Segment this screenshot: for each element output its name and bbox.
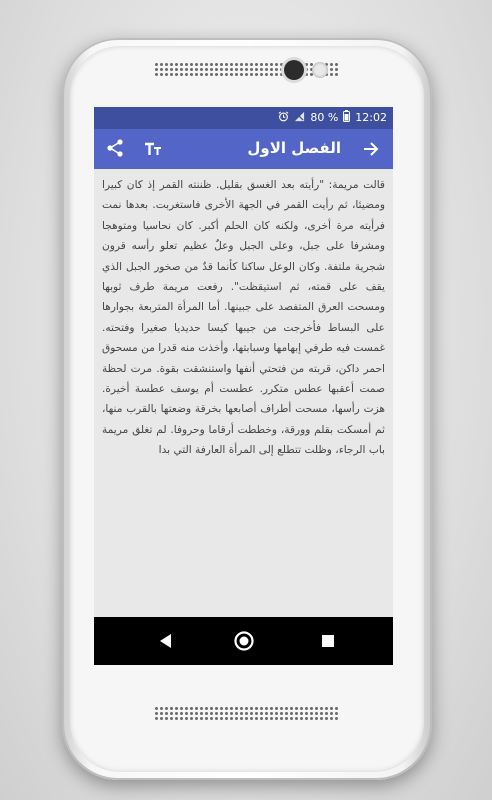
signal-off-icon: [294, 111, 305, 125]
back-triangle-icon[interactable]: [154, 629, 178, 653]
text-size-icon[interactable]: [142, 137, 166, 161]
share-icon[interactable]: [104, 137, 126, 159]
chapter-content[interactable]: [94, 169, 393, 617]
battery-percent: 80 %: [310, 111, 339, 124]
recents-square-icon[interactable]: [316, 629, 340, 653]
phone-frame: [62, 38, 432, 780]
page-title: الفصل الاول: [247, 139, 341, 157]
status-bar: [94, 107, 393, 129]
bottom-speaker-grille: [154, 706, 340, 720]
system-nav-bar: [94, 617, 393, 665]
status-right: [278, 110, 387, 125]
chapter-text: قالت مريمة: "رأيته بعد الغسق بقليل. ظننته القمر إذ كان كبيرا ومضيئا، ثم رأيت القمر في الجهة الأخرى فاستغربت. بعدها نمت فرأيته مرة أخرى، ولكنه كان الحلم أكبر. كان نحاسيا ومتوهجا ومشرفا على جبل، وعلى الجبل وعلٌ عظيم تعلو رأسه قرون شجرية ملتفة. وكان الوعل ساكنا كأنما قدٌ من صخور الجبل الذي يقف على قمته، ثم استيقظت". رفعت مريمة طرف ثوبها ومسحت العرق المتفصد على جبينها. أما المرأة المتربعة بجوارها على البساط فأخرجت من جيبها كيسا حديديا صغيرا وفتحته. غمست فيه طرفي إبهامها وسبابتها، وأخذت منه قدرا من مسحوق احمر داكن، قربته من فتحتي أنفها واستنشقت بقوة. مرت لحظة صمت أعقبها عطس متكرر. عطست أم يوسف عطسة أخيرة. هزت رأسها، مسحت أطراف أصابعها بخرقة وضعتها بالقرب منها، ثم أمسكت بقلم وورقة، وخططت أرقاما وحروفا. لم تغلق مريمة باب الرجاء، وظلت تتطلع إلى المرأة العارفة التي بدا: [102, 179, 385, 457]
clock: 12:02: [355, 111, 387, 124]
battery-icon: [343, 110, 350, 125]
screen: [94, 107, 393, 665]
arrow-right-icon[interactable]: [359, 137, 383, 161]
alarm-icon: [278, 111, 289, 125]
app-bar: [94, 129, 393, 169]
home-circle-icon[interactable]: [232, 629, 256, 653]
front-camera: [284, 60, 304, 80]
proximity-sensor: [312, 62, 328, 78]
